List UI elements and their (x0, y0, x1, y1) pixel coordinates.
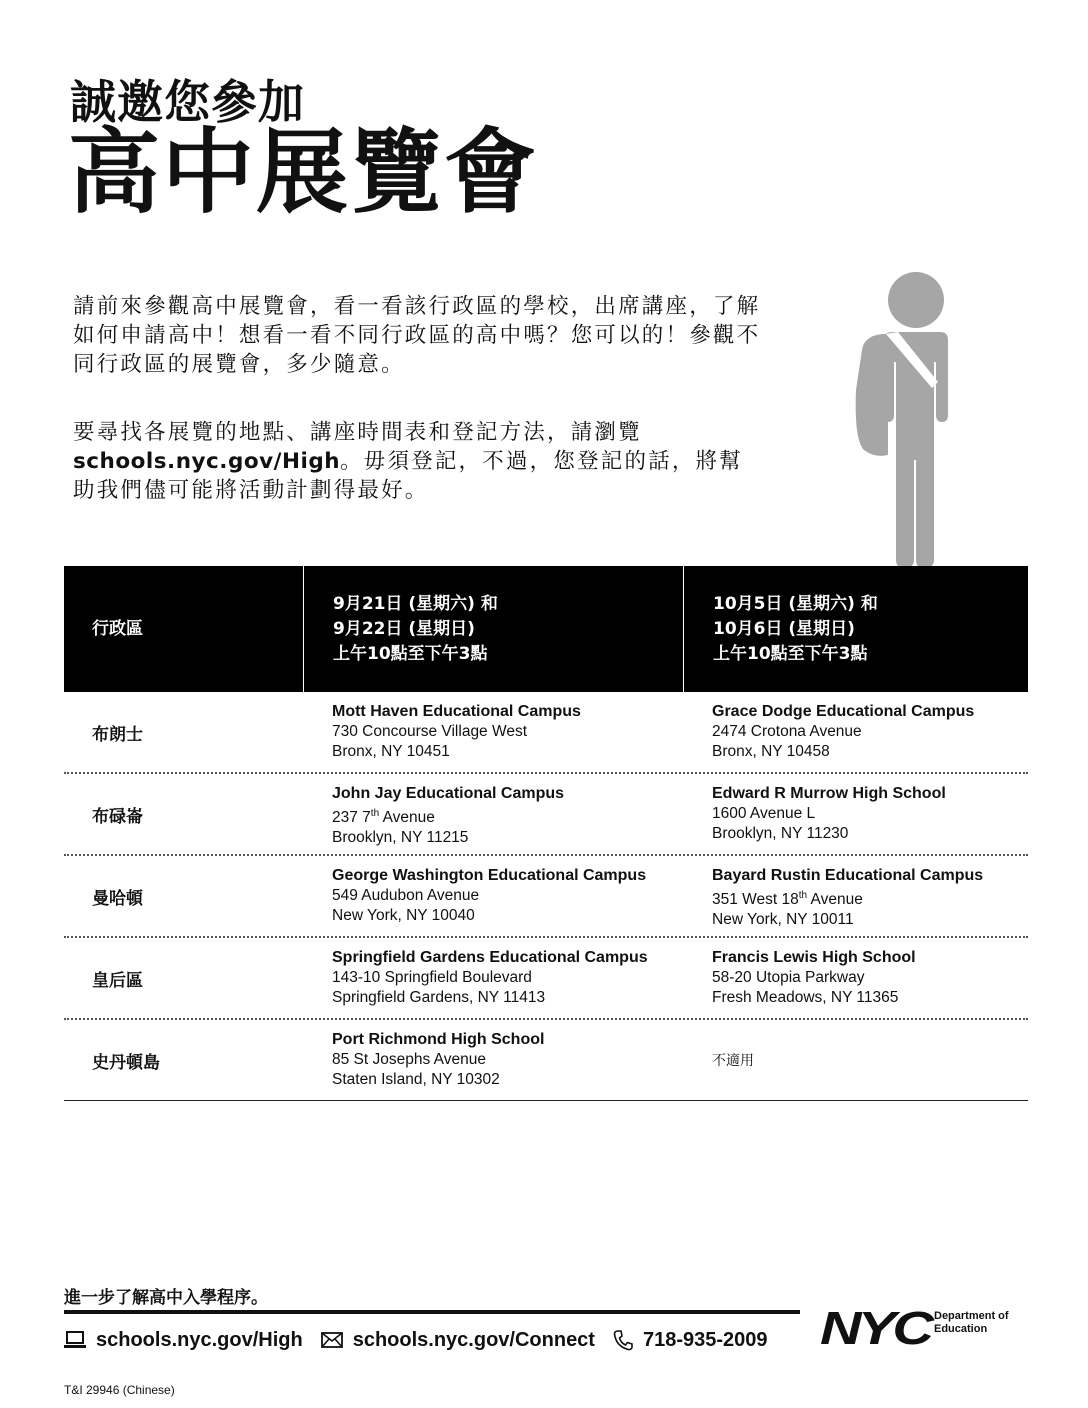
site-street: 2474 Crotona Avenue (712, 723, 862, 740)
header-date-1-line-1: 9月21日 (星期六) 和 (333, 593, 498, 614)
dept-line-2: Education (934, 1323, 988, 1335)
nyc-doe-logo (820, 1302, 1009, 1354)
site-city: Staten Island, NY 10302 (332, 1071, 500, 1088)
page-title: 高中展覽會 (68, 119, 539, 226)
phone-icon (613, 1329, 633, 1351)
site-cell (712, 948, 916, 1008)
street-ordinal: th (370, 808, 380, 819)
header-borough: 行政區 (92, 618, 143, 639)
site-name: Bayard Rustin Educational Campus (712, 867, 984, 884)
site-street: 85 St Josephs Avenue (332, 1051, 486, 1068)
header-date-2-line-1: 10月5日 (星期六) 和 (713, 593, 878, 614)
site-street: 143-10 Springfield Boulevard (332, 969, 532, 986)
header-date-1-line-2: 9月22日 (星期日) (333, 618, 475, 639)
footer-web-text[interactable]: schools.nyc.gov/High (96, 1328, 303, 1351)
dept-line-1: Department of (934, 1310, 1009, 1322)
site-name: George Washington Educational Campus (332, 867, 647, 884)
site-street: 1600 Avenue L (712, 805, 816, 822)
site-city: New York, NY 10040 (332, 907, 475, 924)
site-street: 730 Concourse Village West (332, 723, 528, 740)
street-number: 351 West 18 (712, 891, 799, 909)
borough-name: 布朗士 (92, 724, 143, 745)
site-cell (332, 784, 564, 848)
site-city: New York, NY 10011 (712, 911, 854, 929)
site-cell (332, 702, 581, 762)
table-header (64, 566, 1028, 692)
intro-link[interactable]: schools.nyc.gov/High (73, 449, 341, 474)
footer-connect-link[interactable] (321, 1329, 595, 1352)
header-date-2 (683, 566, 1028, 692)
site-name: John Jay Educational Campus (332, 785, 565, 802)
table-row (64, 774, 1028, 856)
borough-name: 史丹頓島 (92, 1052, 160, 1073)
borough-name: 皇后區 (92, 970, 143, 991)
footer-phone-text[interactable]: 718-935-2009 (642, 1328, 768, 1351)
site-cell (332, 866, 646, 926)
site-street: 58-20 Utopia Parkway (712, 969, 865, 986)
site-name: Grace Dodge Educational Campus (712, 703, 975, 720)
site-name: Edward R Murrow High School (712, 785, 946, 802)
header-date-2-line-3: 上午10點至下午3點 (713, 643, 868, 664)
footer-connect-text[interactable]: schools.nyc.gov/Connect (352, 1328, 595, 1351)
header-date-2-line-2: 10月6日 (星期日) (713, 618, 855, 639)
footer-divider (64, 1310, 800, 1314)
site-name: Mott Haven Educational Campus (332, 703, 581, 720)
site-city: Brooklyn, NY 11230 (712, 825, 849, 842)
not-applicable-label: 不適用 (712, 1053, 754, 1069)
site-street (712, 886, 983, 910)
site-cell (332, 1030, 544, 1090)
table-row (64, 1020, 1028, 1101)
intro-suffix: 。毋須登記，不過，您登記的話，將幫助我們儘可能將活動計劃得最好。 (73, 449, 743, 503)
site-name: Springfield Gardens Educational Campus (332, 949, 648, 966)
borough-name: 布碌崙 (92, 806, 143, 827)
table-row (64, 856, 1028, 938)
nyc-wordmark: NYC (820, 1302, 931, 1354)
envelope-icon (321, 1332, 343, 1348)
site-name: Port Richmond High School (332, 1031, 545, 1048)
person-with-backpack-icon (834, 270, 984, 570)
table-row (64, 692, 1028, 774)
site-city: Fresh Meadows, NY 11365 (712, 989, 899, 1006)
title-line-1: 誠邀您參加 (70, 75, 305, 129)
site-city: Bronx, NY 10451 (332, 743, 450, 760)
site-street (332, 804, 564, 828)
street-ordinal: th (798, 890, 808, 901)
street-rest: Avenue (807, 891, 863, 909)
site-city: Springfield Gardens, NY 11413 (332, 989, 546, 1006)
site-cell (712, 784, 946, 844)
site-cell (332, 948, 648, 1008)
contact-footer (64, 1324, 786, 1356)
footer-phone-link[interactable] (613, 1329, 768, 1352)
street-rest: Avenue (379, 809, 435, 827)
site-cell (712, 702, 974, 762)
site-city: Brooklyn, NY 11215 (332, 829, 469, 847)
intro-prefix: 要尋找各展覽的地點、講座時間表和登記方法，請瀏覽 (73, 420, 642, 445)
document-id: T&I 29946 (Chinese) (64, 1383, 175, 1397)
header-date-1 (303, 566, 683, 692)
site-city: Bronx, NY 10458 (712, 743, 830, 760)
intro-paragraph-1: 請前來參觀高中展覽會，看一看該行政區的學校，出席講座，了解如何申請高中！想看一看不同行政區的高中嗎？您可以的！參觀不同行政區的展覽會，多少隨意。 (73, 294, 761, 377)
laptop-icon (64, 1331, 86, 1349)
site-street: 549 Audubon Avenue (332, 887, 480, 904)
borough-name: 曼哈頓 (92, 888, 143, 909)
fair-schedule-table (64, 566, 1028, 1101)
site-cell (712, 866, 983, 930)
header-date-1-line-3: 上午10點至下午3點 (333, 643, 488, 664)
intro-paragraph-2 (73, 418, 763, 505)
site-name: Francis Lewis High School (712, 949, 916, 966)
footer-web-link[interactable] (64, 1329, 303, 1352)
street-number: 237 7 (332, 809, 371, 827)
learn-more-heading: 進一步了解高中入學程序。 (64, 1288, 268, 1308)
table-row (64, 938, 1028, 1020)
